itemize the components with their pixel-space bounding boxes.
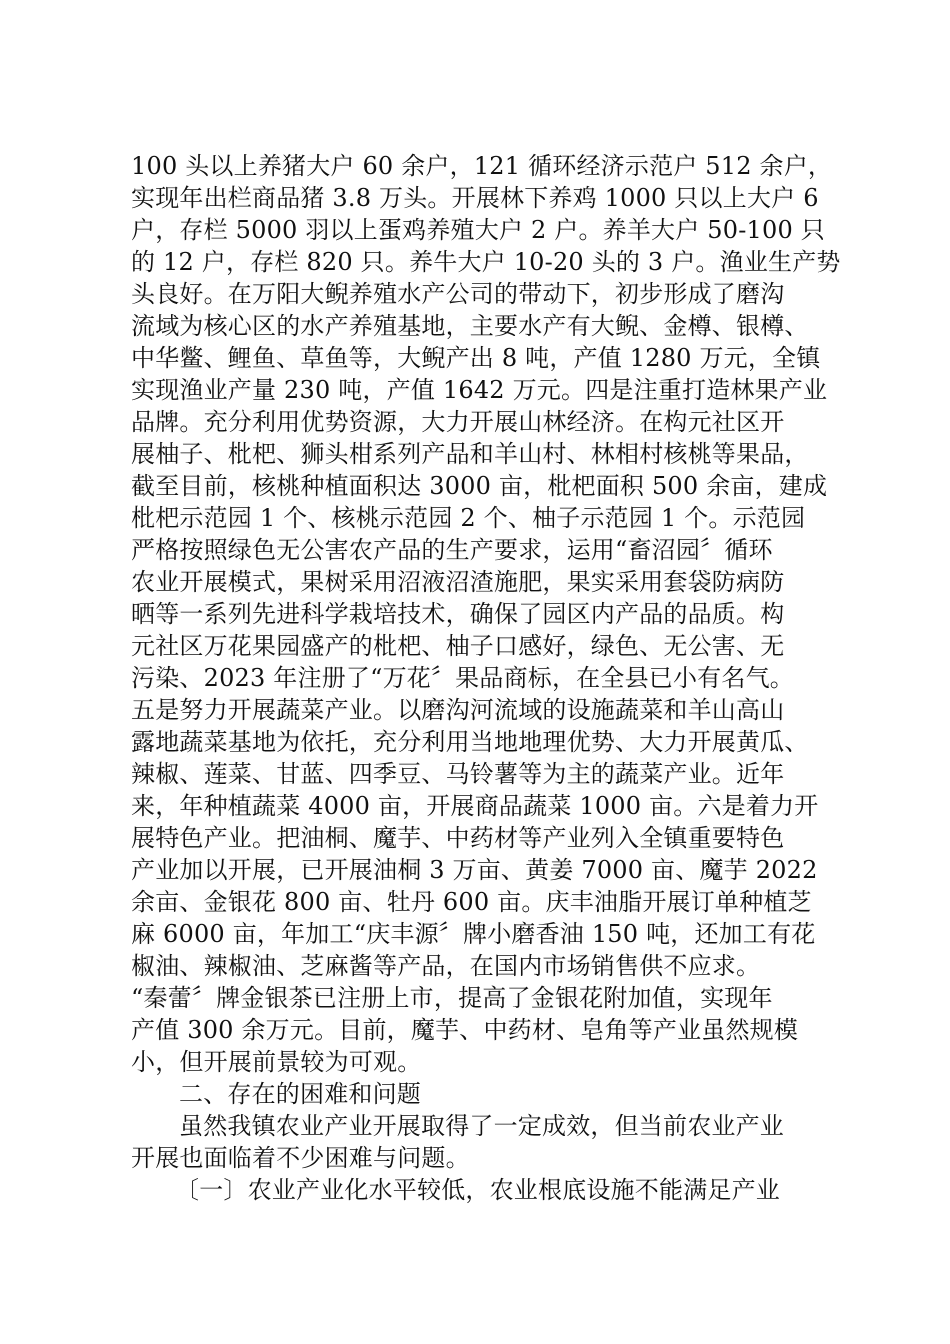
body-line: 辣椒、莲菜、甘蓝、四季豆、马铃薯等为主的蔬菜产业。近年 [131, 760, 785, 788]
body-line: 来，年种植蔬菜 4000 亩，开展商品蔬菜 1000 亩。六是着力开 [131, 792, 819, 820]
body-line: 的 12 户，存栏 820 只。养牛大户 10-20 头的 3 户。渔业生产势 [131, 248, 841, 276]
body-line: 头良好。在万阳大鲵养殖水产公司的带动下，初步形成了磨沟 [131, 280, 785, 308]
body-line: 产业加以开展，已开展油桐 3 万亩、黄姜 7000 亩、魔芋 2022 [131, 856, 818, 884]
body-line: 展柚子、枇杷、狮头柑系列产品和羊山村、林相村核桃等果品， [131, 440, 809, 468]
body-line: 虽然我镇农业产业开展取得了一定成效，但当前农业产业 [179, 1112, 784, 1140]
body-line: 品牌。充分利用优势资源，大力开展山林经济。在构元社区开 [131, 408, 785, 436]
body-line: 截至目前，核桃种植面积达 3000 亩，枇杷面积 500 余亩，建成 [131, 472, 828, 500]
document-body [131, 150, 841, 1206]
body-line: 五是努力开展蔬菜产业。以磨沟河流域的设施蔬菜和羊山高山 [131, 696, 785, 724]
body-line: 展特色产业。把油桐、魔芋、中药材等产业列入全镇重要特色 [131, 824, 785, 852]
body-line: 露地蔬菜基地为依托，充分利用当地地理优势、大力开展黄瓜、 [131, 728, 809, 756]
body-line: 实现年出栏商品猪 3.8 万头。开展林下养鸡 1000 只以上大户 6 [131, 184, 819, 212]
body-line: 产值 300 余万元。目前，魔芋、中药材、皂角等产业虽然规模 [131, 1016, 799, 1044]
section-heading: 二、存在的困难和问题 [179, 1080, 421, 1108]
body-line: 100 头以上养猪大户 60 余户，121 循环经济示范户 512 余户， [131, 152, 833, 180]
body-line: 流域为核心区的水产养殖基地，主要水产有大鲵、金樽、银樽、 [131, 312, 809, 340]
body-line: 中华鳖、鲤鱼、草鱼等，大鲵产出 8 吨，产值 1280 万元，全镇 [131, 344, 821, 372]
body-line: 椒油、辣椒油、芝麻酱等产品，在国内市场销售供不应求。 [131, 952, 761, 980]
body-line: 余亩、金银花 800 亩、牡丹 600 亩。庆丰油脂开展订单种植芝 [131, 888, 812, 916]
body-line: 农业开展模式，果树采用沼液沼渣施肥，果实采用套袋防病防 [131, 568, 785, 596]
body-line: 开展也面临着不少困难与问题。 [131, 1144, 470, 1172]
body-line: 枇杷示范园 1 个、核桃示范园 2 个、柚子示范园 1 个。示范园 [131, 504, 806, 532]
body-line: 麻 6000 亩，年加工“庆丰源〞牌小磨香油 150 吨，还加工有花 [131, 920, 816, 948]
body-line: 户，存栏 5000 羽以上蛋鸡养殖大户 2 户。养羊大户 50-100 只 [131, 216, 825, 244]
subsection-heading: 〔一〕农业产业化水平较低，农业根底设施不能满足产业 [175, 1176, 780, 1204]
body-line: 元社区万花果园盛产的枇杷、柚子口感好，绿色、无公害、无 [131, 632, 785, 660]
body-line: 严格按照绿色无公害农产品的生产要求，运用“畜沼园〞循环 [131, 536, 773, 564]
body-line: “秦蕾〞牌金银茶已注册上市，提高了金银花附加值，实现年 [131, 984, 773, 1012]
body-line: 晒等一系列先进科学栽培技术，确保了园区内产品的品质。构 [131, 600, 785, 628]
body-line: 小，但开展前景较为可观。 [131, 1048, 422, 1076]
body-line: 实现渔业产量 230 吨，产值 1642 万元。四是注重打造林果产业 [131, 376, 828, 404]
body-line: 污染、2023 年注册了“万花〞果品商标，在全县已小有名气。 [131, 664, 794, 692]
